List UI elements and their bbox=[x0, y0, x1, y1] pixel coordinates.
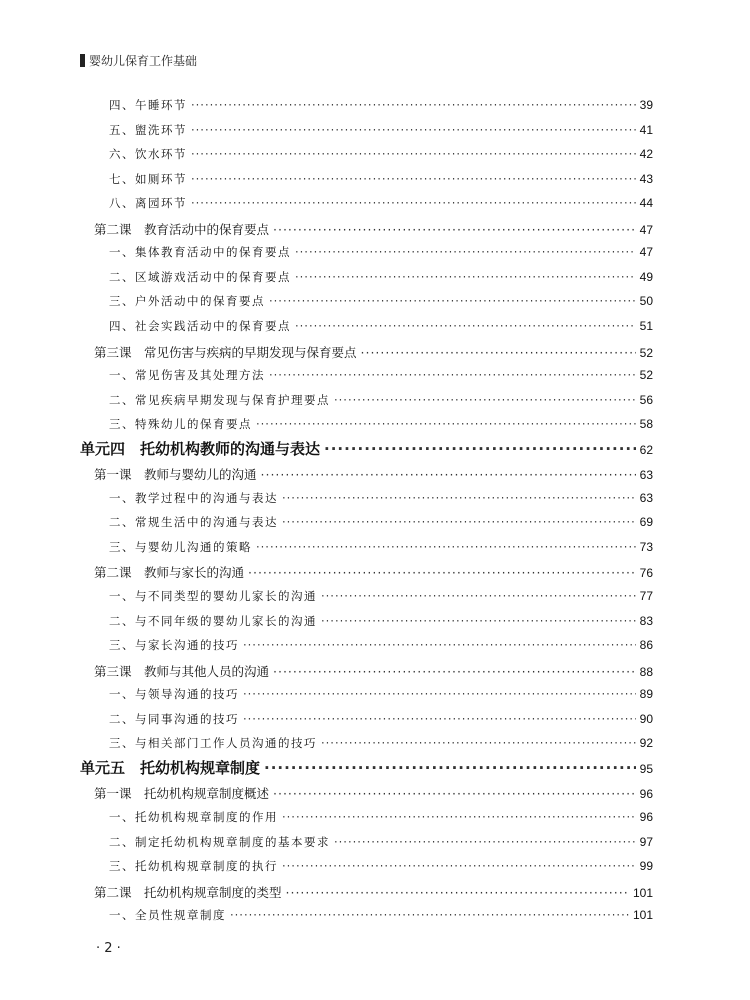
toc-leader-dots bbox=[256, 540, 636, 554]
toc-section-entry bbox=[109, 416, 653, 432]
toc-lesson-entry bbox=[94, 220, 653, 238]
toc-entry-title: 三、户外活动中的保育要点 bbox=[109, 294, 265, 309]
toc-section-entry bbox=[109, 97, 653, 113]
toc-lesson-entry bbox=[94, 343, 653, 361]
toc-entry-title: 一、集体教育活动中的保育要点 bbox=[109, 245, 291, 260]
toc-entry-page: 83 bbox=[639, 613, 653, 628]
running-header bbox=[80, 53, 197, 67]
header-bar-marker bbox=[80, 54, 85, 67]
toc-section-entry bbox=[109, 244, 653, 260]
toc-entry-title: 四、社会实践活动中的保育要点 bbox=[109, 318, 291, 333]
toc-entry-page: 63 bbox=[639, 468, 653, 483]
toc-section-entry bbox=[109, 367, 653, 383]
toc-section-entry bbox=[109, 858, 653, 874]
toc-entry-page: 77 bbox=[639, 589, 653, 603]
toc-entry-title: 二、常见疾病早期发现与保育护理要点 bbox=[109, 392, 330, 407]
toc-lesson-entry bbox=[94, 883, 653, 901]
toc-leader-dots bbox=[191, 172, 636, 186]
toc-entry-page: 41 bbox=[639, 122, 653, 137]
toc-leader-dots bbox=[334, 835, 636, 849]
header-title: 婴幼儿保育工作基础 bbox=[89, 53, 198, 68]
toc-entry-page: 95 bbox=[639, 761, 653, 776]
toc-section-entry bbox=[109, 588, 653, 604]
toc-entry-page: 52 bbox=[639, 368, 653, 383]
toc-entry-title: 一、托幼机构规章制度的作用 bbox=[109, 809, 278, 824]
toc-entry-title: 二、制定托幼机构规章制度的基本要求 bbox=[109, 834, 330, 849]
toc-entry-page: 90 bbox=[639, 711, 653, 726]
toc-section-entry bbox=[109, 392, 653, 408]
toc-entry-title: 第三课 常见伤害与疾病的早期发现与保育要点 bbox=[94, 344, 357, 360]
toc-leader-dots bbox=[191, 196, 636, 210]
toc-section-entry bbox=[109, 907, 653, 923]
toc-entry-title: 一、与领导沟通的技巧 bbox=[109, 687, 239, 702]
toc-entry-title: 四、午睡环节 bbox=[109, 98, 187, 112]
toc-entry-title: 第二课 教师与家长的沟通 bbox=[94, 565, 245, 581]
toc-entry-title: 第一课 托幼机构规章制度概述 bbox=[94, 786, 270, 802]
toc-entry-title: 二、与同事沟通的技巧 bbox=[109, 711, 239, 726]
toc-entry-page: 39 bbox=[639, 98, 653, 112]
toc-entry-title: 二、与不同年级的婴幼儿家长的沟通 bbox=[109, 613, 317, 628]
toc-entry-title: 二、常规生活中的沟通与表达 bbox=[109, 515, 278, 530]
toc-entry-page: 92 bbox=[639, 736, 653, 751]
toc-leader-dots bbox=[230, 908, 629, 922]
toc-entry-page: 89 bbox=[639, 687, 653, 702]
toc-leader-dots bbox=[286, 885, 629, 900]
toc-entry-title: 五、盥洗环节 bbox=[109, 122, 187, 137]
toc-entry-page: 96 bbox=[639, 809, 653, 824]
toc-entry-page: 63 bbox=[639, 490, 653, 505]
toc-leader-dots bbox=[321, 736, 636, 750]
toc-section-entry bbox=[109, 122, 653, 138]
toc-leader-dots bbox=[282, 859, 636, 873]
toc-entry-title: 三、托幼机构规章制度的执行 bbox=[109, 859, 278, 874]
toc-leader-dots bbox=[256, 417, 636, 431]
toc-entry-title: 单元五 托幼机构规章制度 bbox=[80, 758, 261, 777]
toc-entry-title: 六、饮水环节 bbox=[109, 147, 187, 162]
toc-leader-dots bbox=[261, 467, 636, 482]
toc-entry-page: 50 bbox=[639, 294, 653, 309]
toc-leader-dots bbox=[324, 440, 636, 458]
toc-leader-dots bbox=[282, 810, 636, 824]
toc-leader-dots bbox=[269, 294, 636, 308]
toc-leader-dots bbox=[264, 759, 636, 777]
page-number: · 2 · bbox=[96, 941, 121, 956]
toc-entry-title: 七、如厕环节 bbox=[109, 171, 187, 186]
toc-entry-page: 73 bbox=[639, 539, 653, 554]
toc-section-entry bbox=[109, 809, 653, 825]
toc-leader-dots bbox=[248, 565, 636, 580]
toc-section-entry bbox=[109, 318, 653, 334]
toc-entry-title: 一、与不同类型的婴幼儿家长的沟通 bbox=[109, 589, 317, 603]
toc-entry-page: 47 bbox=[639, 245, 653, 260]
toc-entry-page: 47 bbox=[639, 222, 653, 237]
toc-section-entry bbox=[109, 539, 653, 555]
toc-entry-page: 62 bbox=[639, 442, 653, 457]
toc-leader-dots bbox=[191, 123, 636, 137]
toc-entry-page: 44 bbox=[639, 196, 653, 211]
toc-entry-title: 第一课 教师与婴幼儿的沟通 bbox=[94, 467, 257, 483]
toc-entry-title: 八、离园环节 bbox=[109, 196, 187, 211]
toc-section-entry bbox=[109, 171, 653, 187]
toc-section-entry bbox=[109, 711, 653, 727]
toc-entry-page: 58 bbox=[639, 417, 653, 432]
toc-leader-dots bbox=[282, 491, 636, 505]
toc-entry-page: 43 bbox=[639, 171, 653, 186]
toc-entry-title: 单元四 托幼机构教师的沟通与表达 bbox=[80, 439, 321, 458]
toc-unit-entry bbox=[80, 757, 653, 778]
toc-entry-title: 第二课 教育活动中的保育要点 bbox=[94, 221, 270, 237]
toc-lesson-entry bbox=[94, 465, 653, 483]
toc-leader-dots bbox=[191, 98, 636, 112]
toc-entry-page: 97 bbox=[639, 834, 653, 849]
toc-leader-dots bbox=[273, 664, 636, 679]
toc-entry-title: 三、与相关部门工作人员沟通的技巧 bbox=[109, 736, 317, 751]
toc-leader-dots bbox=[295, 245, 636, 259]
toc-entry-page: 88 bbox=[639, 664, 653, 679]
toc-lesson-entry bbox=[94, 662, 653, 680]
toc-leader-dots bbox=[273, 786, 636, 801]
toc-section-entry bbox=[109, 490, 653, 506]
toc-entry-page: 52 bbox=[639, 345, 653, 360]
toc-unit-entry bbox=[80, 438, 653, 459]
toc-lesson-entry bbox=[94, 784, 653, 802]
toc-entry-page: 49 bbox=[639, 269, 653, 284]
toc-section-entry bbox=[109, 269, 653, 285]
toc-section-entry bbox=[109, 514, 653, 530]
toc-entry-page: 101 bbox=[632, 908, 653, 923]
toc-entry-title: 一、教学过程中的沟通与表达 bbox=[109, 490, 278, 505]
toc-leader-dots bbox=[243, 638, 636, 652]
toc-entry-page: 76 bbox=[639, 566, 653, 581]
toc-entry-page: 42 bbox=[639, 147, 653, 162]
toc-section-entry bbox=[109, 834, 653, 850]
toc-entry-title: 一、常见伤害及其处理方法 bbox=[109, 368, 265, 383]
toc-entry-page: 69 bbox=[639, 515, 653, 530]
toc-entry-page: 51 bbox=[639, 318, 653, 333]
toc-leader-dots bbox=[334, 393, 636, 407]
toc-leader-dots bbox=[361, 345, 636, 360]
toc-leader-dots bbox=[321, 614, 636, 628]
toc-leader-dots bbox=[243, 687, 636, 701]
toc-leader-dots bbox=[273, 222, 636, 237]
toc-entry-page: 101 bbox=[632, 885, 653, 900]
toc-leader-dots bbox=[243, 712, 636, 726]
toc-section-entry bbox=[109, 637, 653, 653]
toc-entry-title: 三、与婴幼儿沟通的策略 bbox=[109, 539, 252, 554]
toc-section-entry bbox=[109, 195, 653, 211]
toc-leader-dots bbox=[269, 368, 636, 382]
toc-lesson-entry bbox=[94, 563, 653, 581]
toc-leader-dots bbox=[321, 589, 636, 603]
toc-entry-title: 三、特殊幼儿的保育要点 bbox=[109, 417, 252, 432]
toc-section-entry bbox=[109, 735, 653, 751]
toc-section-entry bbox=[109, 686, 653, 702]
toc-leader-dots bbox=[191, 147, 636, 161]
toc-entry-title: 第三课 教师与其他人员的沟通 bbox=[94, 663, 270, 679]
toc-entry-page: 99 bbox=[639, 859, 653, 874]
toc-section-entry bbox=[109, 146, 653, 162]
toc-section-entry bbox=[109, 613, 653, 629]
toc-entry-title: 三、与家长沟通的技巧 bbox=[109, 638, 239, 653]
toc-entry-title: 第二课 托幼机构规章制度的类型 bbox=[94, 884, 282, 900]
toc-entry-title: 二、区域游戏活动中的保育要点 bbox=[109, 269, 291, 284]
toc-section-entry bbox=[109, 293, 653, 309]
toc-leader-dots bbox=[282, 515, 636, 529]
toc-leader-dots bbox=[295, 319, 636, 333]
toc-entry-page: 96 bbox=[639, 787, 653, 802]
toc-entry-page: 86 bbox=[639, 638, 653, 653]
toc-entry-title: 一、全员性规章制度 bbox=[109, 908, 226, 923]
toc-leader-dots bbox=[295, 270, 636, 284]
toc-entry-page: 56 bbox=[639, 392, 653, 407]
